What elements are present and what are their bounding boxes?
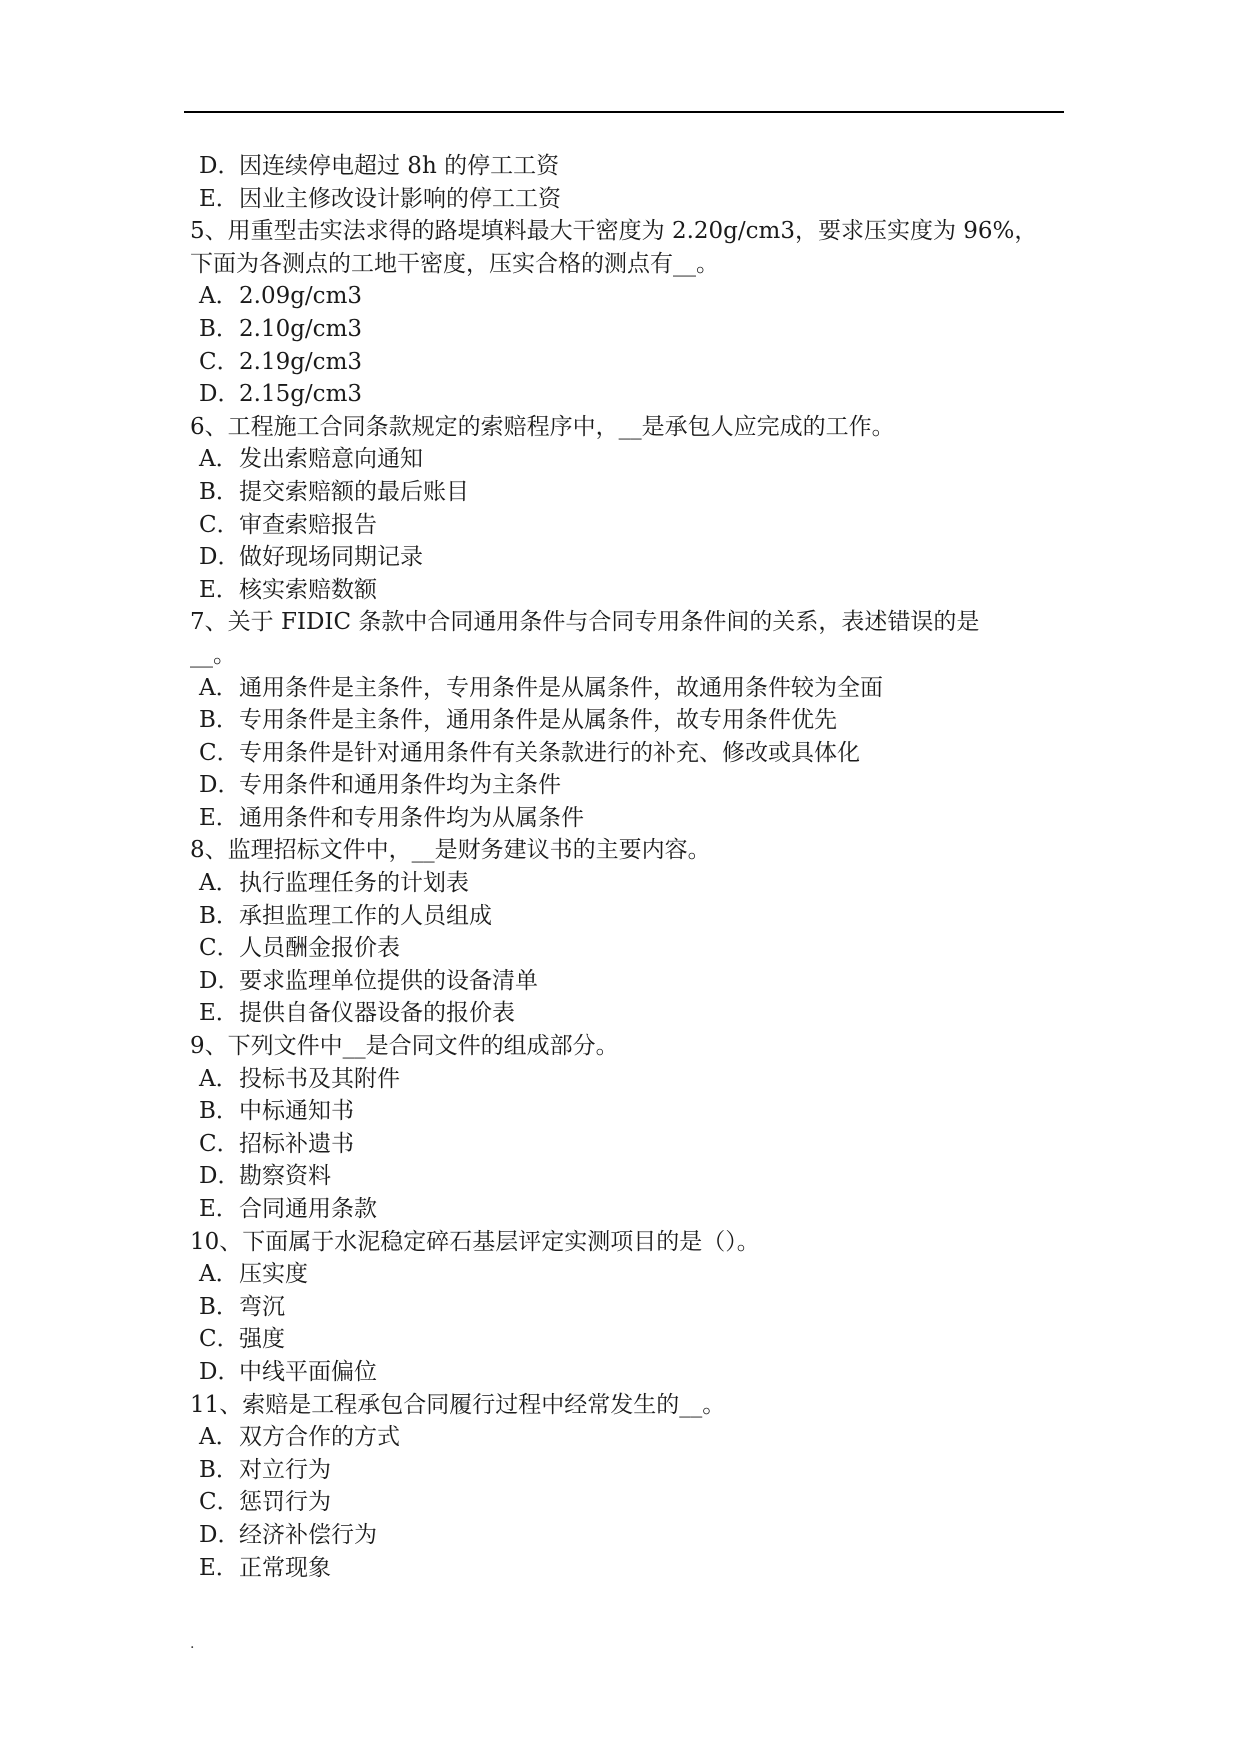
option-text: 要求监理单位提供的设备清单 xyxy=(239,967,538,994)
answer-option xyxy=(190,802,1070,835)
option-text: 承担监理工作的人员组成 xyxy=(239,902,492,929)
answer-option xyxy=(190,509,1070,542)
option-text: 2.15g/cm3 xyxy=(239,381,363,408)
answer-option xyxy=(190,1421,1070,1454)
option-letter: B． xyxy=(199,1293,239,1320)
answer-option xyxy=(190,1095,1070,1128)
answer-option xyxy=(190,1291,1070,1324)
option-letter: C． xyxy=(199,348,240,375)
option-letter: E． xyxy=(199,1196,239,1222)
answer-option xyxy=(190,1486,1070,1519)
option-text: 2.09g/cm3 xyxy=(239,283,363,310)
question-text: 下面为各测点的工地干密度，压实合格的测点有__。 xyxy=(190,250,719,277)
option-text: 专用条件是主条件，通用条件是从属条件，故专用条件优先 xyxy=(239,707,837,734)
option-letter: D． xyxy=(199,1163,241,1190)
option-text: 正常现象 xyxy=(239,1554,331,1581)
option-letter: D． xyxy=(199,544,241,571)
option-letter: B． xyxy=(199,315,239,342)
option-letter: D． xyxy=(199,153,241,179)
answer-option xyxy=(190,150,1070,183)
option-letter: E． xyxy=(199,804,239,831)
answer-option xyxy=(190,737,1070,770)
option-letter: D． xyxy=(199,1521,241,1548)
option-letter: A． xyxy=(199,446,239,473)
option-text: 人员酬金报价表 xyxy=(239,935,400,962)
option-letter: B． xyxy=(199,478,239,505)
option-text: 弯沉 xyxy=(239,1293,285,1320)
option-letter: A． xyxy=(199,674,239,701)
option-letter: A． xyxy=(199,283,239,310)
answer-option xyxy=(190,183,1070,216)
answer-option xyxy=(190,1193,1070,1226)
option-text: 经济补偿行为 xyxy=(239,1521,377,1548)
option-letter: C． xyxy=(199,1489,240,1516)
answer-option xyxy=(190,1519,1070,1552)
option-text: 中标通知书 xyxy=(239,1098,354,1125)
answer-option xyxy=(190,443,1070,476)
question-text: 10、下面属于水泥稳定碎石基层评定实测项目的是（）。 xyxy=(190,1228,760,1255)
option-text: 勘察资料 xyxy=(239,1163,331,1190)
option-text: 审查索赔报告 xyxy=(239,511,377,538)
option-text: 双方合作的方式 xyxy=(239,1424,400,1451)
option-letter: D． xyxy=(199,381,241,408)
option-text: 2.19g/cm3 xyxy=(239,348,363,375)
option-letter: E． xyxy=(199,1554,239,1581)
option-text: 提供自备仪器设备的报价表 xyxy=(239,1000,515,1027)
option-text: 强度 xyxy=(239,1326,285,1353)
answer-option xyxy=(190,704,1070,737)
question-text: 8、监理招标文件中，__是财务建议书的主要内容。 xyxy=(190,837,711,864)
option-text: 招标补遗书 xyxy=(239,1130,354,1157)
answer-option xyxy=(190,1454,1070,1487)
answer-option xyxy=(190,769,1070,802)
answer-option xyxy=(190,476,1070,509)
answer-option xyxy=(190,932,1070,965)
answer-option xyxy=(190,280,1070,313)
answer-option xyxy=(190,1160,1070,1193)
option-text: 专用条件是针对通用条件有关条款进行的补充、修改或具体化 xyxy=(239,739,860,766)
option-text: 专用条件和通用条件均为主条件 xyxy=(239,772,561,799)
answer-option xyxy=(190,1323,1070,1356)
option-text: 做好现场同期记录 xyxy=(239,544,423,571)
option-letter: A． xyxy=(199,1261,239,1288)
header-rule xyxy=(184,111,1064,113)
option-letter: E． xyxy=(199,185,239,212)
option-letter: A． xyxy=(199,1065,239,1092)
option-text: 通用条件是主条件，专用条件是从属条件，故通用条件较为全面 xyxy=(239,674,883,701)
option-letter: E． xyxy=(199,576,239,603)
option-text: 通用条件和专用条件均为从属条件 xyxy=(239,804,584,831)
answer-option xyxy=(190,346,1070,379)
option-letter: D． xyxy=(199,967,241,994)
answer-option xyxy=(190,1128,1070,1161)
answer-option xyxy=(190,1258,1070,1291)
answer-option xyxy=(190,313,1070,346)
answer-option xyxy=(190,1356,1070,1389)
option-text: 核实索赔数额 xyxy=(239,576,377,603)
option-letter: E． xyxy=(199,1000,239,1027)
question-text: __。 xyxy=(190,641,236,668)
option-letter: C． xyxy=(199,1326,240,1353)
option-text: 因业主修改设计影响的停工工资 xyxy=(239,185,561,212)
answer-option xyxy=(190,672,1070,705)
option-text: 执行监理任务的计划表 xyxy=(239,870,469,897)
question-list xyxy=(190,150,1070,1584)
answer-option xyxy=(190,541,1070,574)
option-text: 投标书及其附件 xyxy=(239,1065,400,1092)
answer-option xyxy=(190,574,1070,607)
option-text: 对立行为 xyxy=(239,1456,331,1483)
option-letter: B． xyxy=(199,1098,239,1125)
option-text: 中线平面偏位 xyxy=(239,1358,377,1385)
option-letter: C． xyxy=(199,935,240,962)
option-letter: B． xyxy=(199,1456,239,1483)
option-text: 发出索赔意向通知 xyxy=(239,446,423,473)
option-text: 提交索赔额的最后账目 xyxy=(239,478,469,505)
question-text: 11、索赔是工程承包合同履行过程中经常发生的__。 xyxy=(190,1391,726,1418)
answer-option xyxy=(190,965,1070,998)
answer-option xyxy=(190,997,1070,1030)
question-text: 9、下列文件中__是合同文件的组成部分。 xyxy=(190,1033,619,1060)
option-letter: C． xyxy=(199,739,240,766)
question-text: 7、关于 FIDIC 条款中合同通用条件与合同专用条件间的关系，表述错误的是 xyxy=(190,609,980,636)
answer-option xyxy=(190,867,1070,900)
option-letter: A． xyxy=(199,870,239,897)
footer-mark: . xyxy=(190,1636,195,1652)
question-text: 5、用重型击实法求得的路堤填料最大干密度为 2.20g/cm3，要求压实度为 96%， xyxy=(190,218,1038,245)
option-text: 压实度 xyxy=(239,1261,308,1288)
option-letter: D． xyxy=(199,772,241,799)
option-text: 合同通用条款 xyxy=(239,1196,377,1222)
option-text: 惩罚行为 xyxy=(239,1489,331,1516)
answer-option xyxy=(190,1552,1070,1585)
option-letter: C． xyxy=(199,1130,240,1157)
answer-option xyxy=(190,900,1070,933)
option-letter: D． xyxy=(199,1358,241,1385)
option-letter: C． xyxy=(199,511,240,538)
option-letter: B． xyxy=(199,902,239,929)
question-text: 6、工程施工合同条款规定的索赔程序中，__是承包人应完成的工作。 xyxy=(190,413,895,440)
option-letter: B． xyxy=(199,707,239,734)
option-text: 因连续停电超过 8h 的停工工资 xyxy=(239,153,560,179)
answer-option xyxy=(190,1063,1070,1096)
option-text: 2.10g/cm3 xyxy=(239,315,363,342)
answer-option xyxy=(190,378,1070,411)
option-letter: A． xyxy=(199,1424,239,1451)
